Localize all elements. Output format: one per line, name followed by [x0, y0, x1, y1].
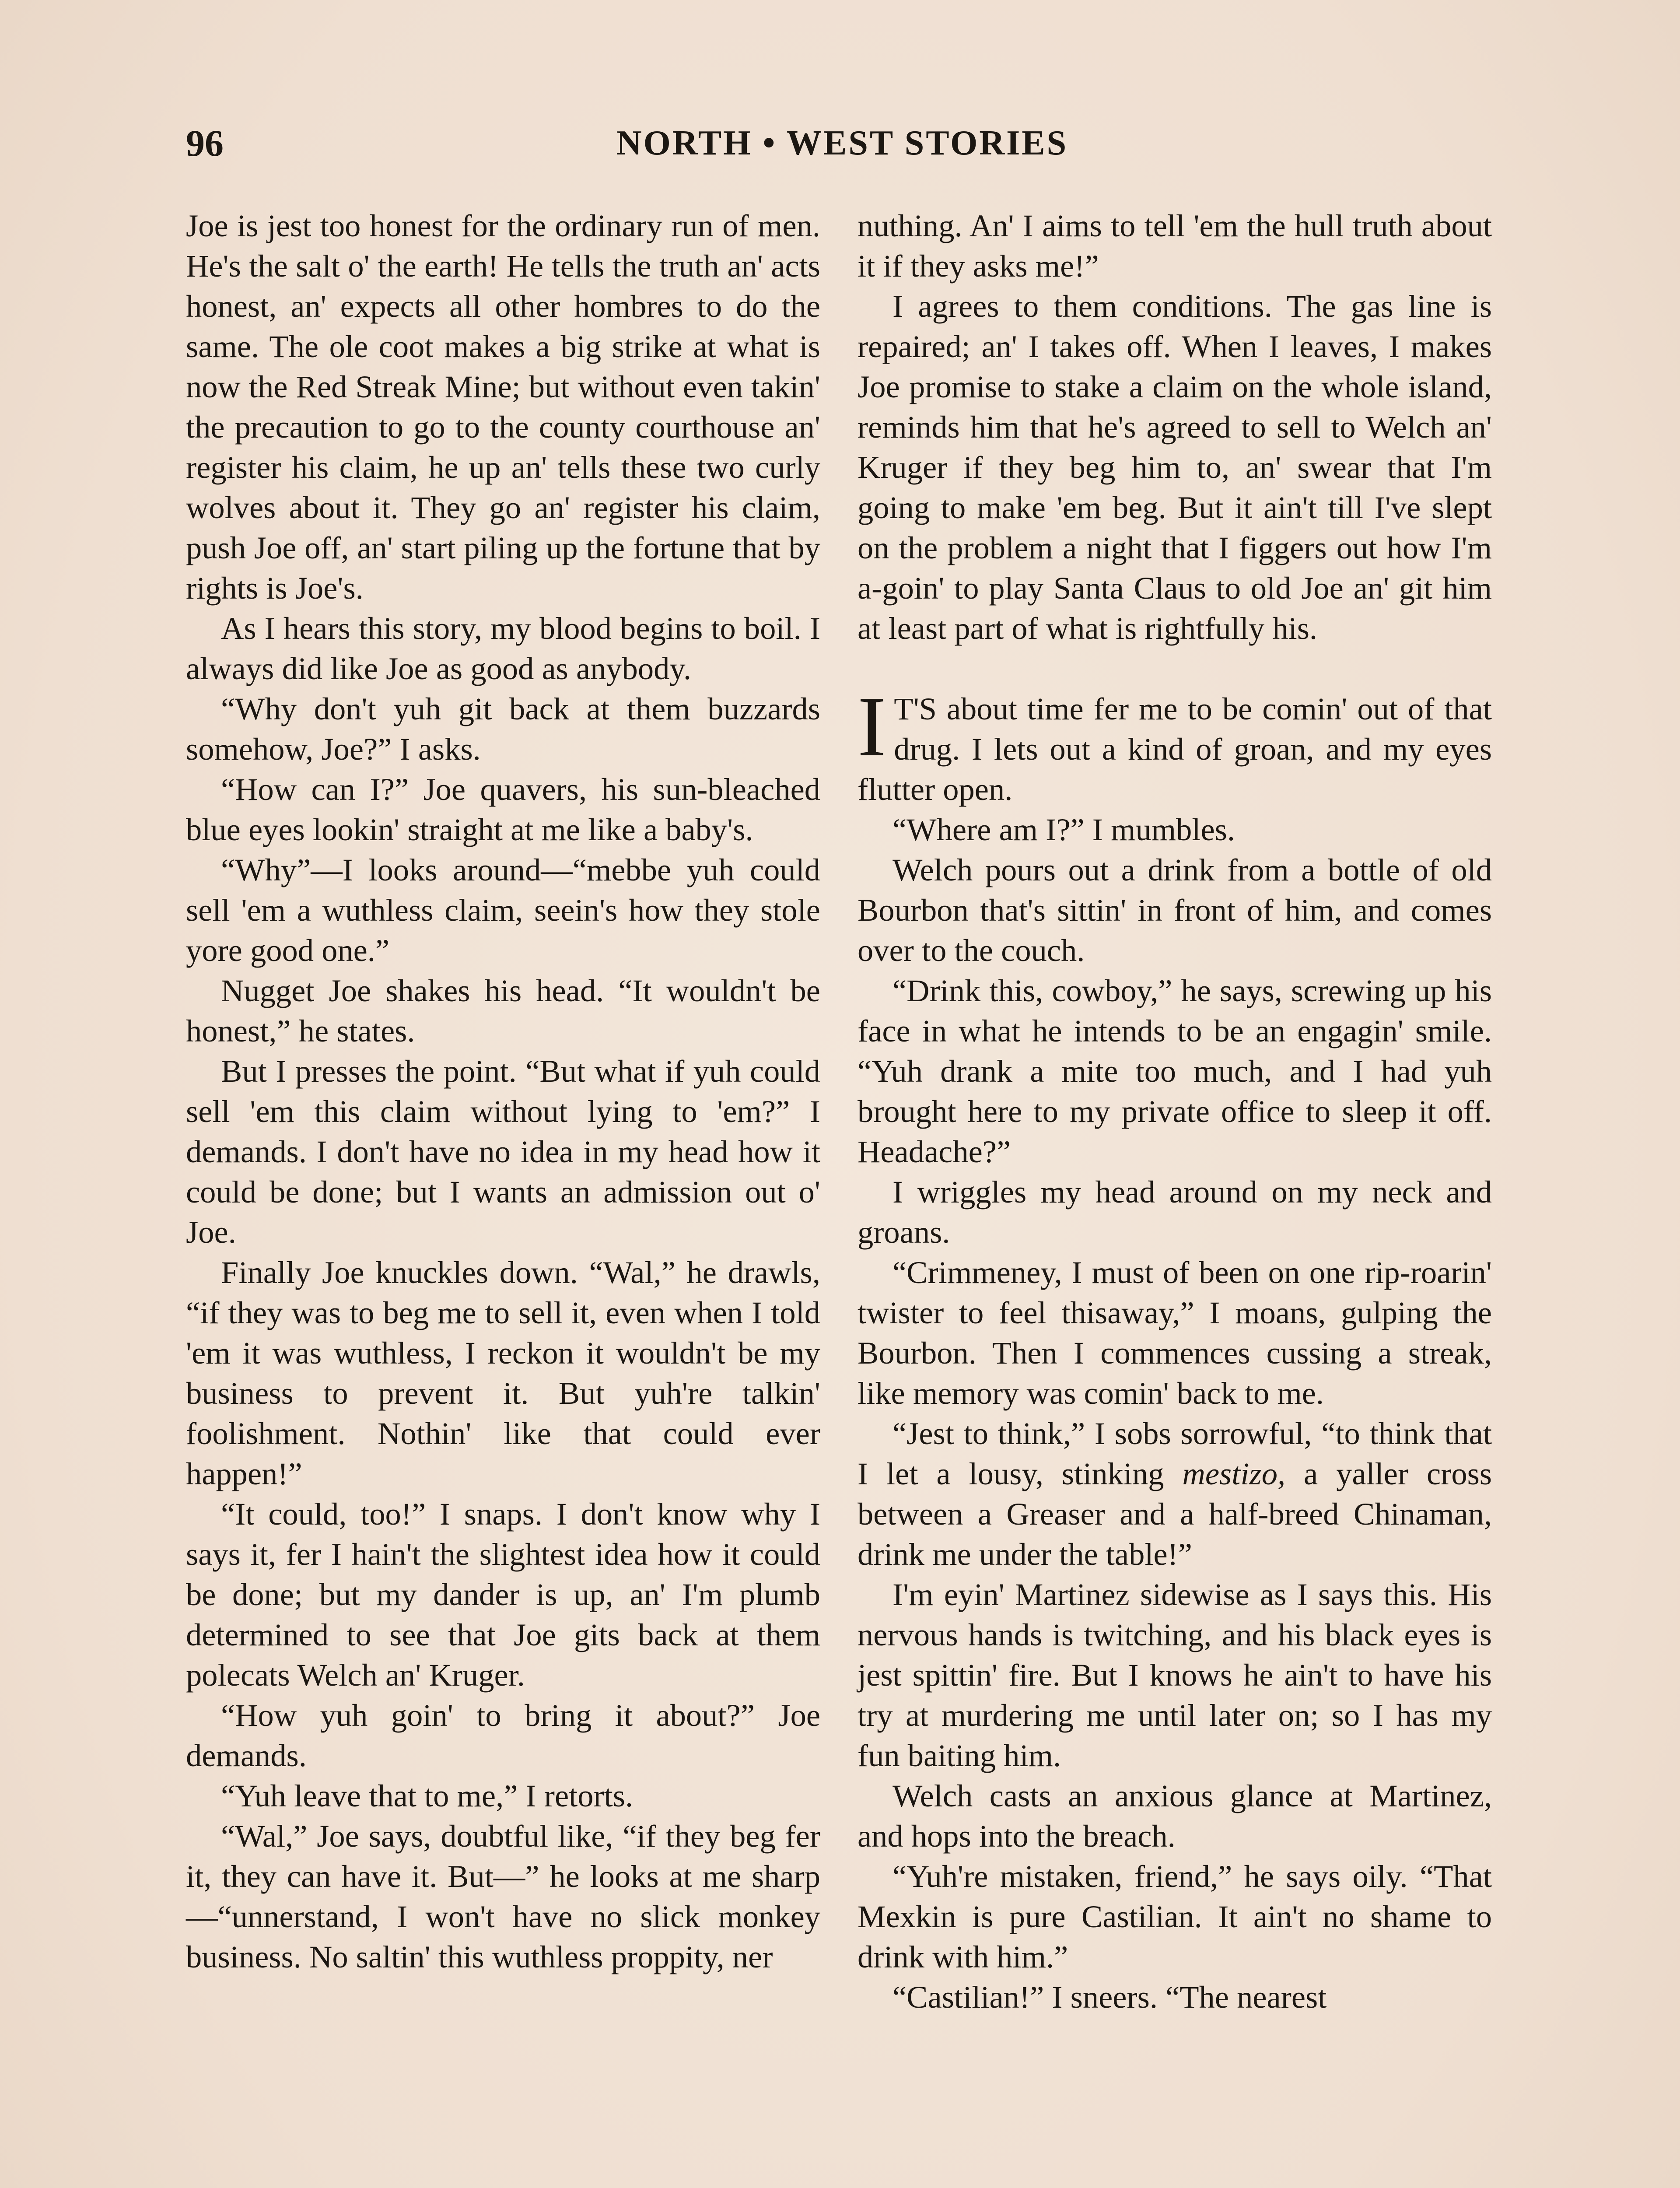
- drop-cap: I: [858, 679, 886, 774]
- paragraph: “It could, too!” I snaps. I don't know why I says it, fer I hain't the slightest idea how it could be done; but my dander is up, an' I'm plumb determined to see that Joe gits back at them polecats Welch an' Kruger.: [186, 1496, 820, 1693]
- paragraph: Welch pours out a drink from a bottle of old Bourbon that's sittin' in front of him, and comes over to the couch.: [858, 852, 1492, 968]
- paragraph: Joe is jest too honest for the ordinary run of men. He's the salt o' the earth! He tells the truth an' acts honest, an' expects all other hombres to do the same. The ole coot makes a big strike at what is now the Red Streak Mine; but without even takin' the precaution to go to the county courthouse an' register his claim, he up an' tells these two curly wolves about it. They go an' register his claim, push Joe off, an' start piling up the fortune that by rights is Joe's.: [186, 208, 820, 606]
- paragraph: “Drink this, cowboy,” he says, screwing up his face in what he intends to be an engagin' smile. “Yuh drank a mite too much, and I had yuh brought here to my private office to sleep it off. Headache?”: [858, 973, 1492, 1169]
- paragraph: nuthing. An' I aims to tell 'em the hull truth about it if they asks me!”: [858, 208, 1492, 284]
- section-break-text: T'S about time fer me to be comin' out of that drug. I lets out a kind of groan, and my eyes flutter open.: [858, 691, 1492, 807]
- italic-word: mestizo,: [1182, 1456, 1286, 1491]
- paragraph: But I presses the point. “But what if yuh could sell 'em this claim without lying to 'em?” I demands. I don't have no idea in my head how it could be done; but I wants an admission out o' Joe.: [186, 1053, 820, 1250]
- text-run: a yaller cross between a Greaser and a half-breed Chinaman, drink me under the table!”: [858, 1456, 1492, 1572]
- paragraph-mestizo: [858, 1413, 1492, 1574]
- paragraph: Welch casts an anxious glance at Martinez, and hops into the breach.: [858, 1778, 1492, 1854]
- paragraph: “How can I?” Joe quavers, his sun-bleached blue eyes lookin' straight at me like a baby's.: [186, 771, 820, 847]
- paragraph: “Yuh're mistaken, friend,” he says oily. “That Mexkin is pure Castilian. It ain't no shame to drink with him.”: [858, 1858, 1492, 1974]
- paragraph: Finally Joe knuckles down. “Wal,” he drawls, “if they was to beg me to sell it, even when I told 'em it was wuthless, I reckon it wouldn't be my business to prevent it. But yuh're talkin' foolishment. Nothin' like that could ever happen!”: [186, 1255, 820, 1491]
- paragraph: “Why”—I looks around—“mebbe yuh could sell 'em a wuthless claim, seein's how they stole yore good one.”: [186, 852, 820, 968]
- paragraph: “Castilian!” I sneers. “The nearest: [892, 1979, 1327, 2015]
- paragraph: “Yuh leave that to me,” I retorts.: [221, 1778, 634, 1813]
- page-number: 96: [186, 122, 224, 164]
- paragraph: I agrees to them conditions. The gas line is repaired; an' I takes off. When I leaves, I makes Joe promise to stake a claim on the whole island, reminds him that he's agreed to sell to Welch an' Kruger if they beg him to, an' swear that I'm going to make 'em beg. But it ain't till I've slept on the problem a night that I figgers out how I'm a-goin' to play Santa Claus to old Joe an' git him at least part of what is rightfully his.: [858, 288, 1492, 646]
- page-header: [186, 119, 1498, 167]
- paragraph: I wriggles my head around on my neck and groans.: [858, 1174, 1492, 1250]
- section-break-paragraph: [858, 679, 1492, 810]
- paragraph: “How yuh goin' to bring it about?” Joe demands.: [186, 1697, 820, 1773]
- right-column: [858, 206, 1492, 2017]
- paragraph: “Why don't yuh git back at them buzzards somehow, Joe?” I asks.: [186, 691, 820, 767]
- text-run: “Jest to think,” I sobs sorrowful, “to think that I let a lousy, stinking: [858, 1416, 1492, 1491]
- paragraph: “Wal,” Joe says, doubtful like, “if they beg fer it, they can have it. But—” he looks at me sharp—“unnerstand, I won't have no slick monkey business. No saltin' this wuthless proppity, ner: [186, 1818, 820, 1974]
- running-title: NORTH • WEST STORIES: [616, 124, 1068, 162]
- left-column: [186, 206, 820, 1977]
- paragraph: Nugget Joe shakes his head. “It wouldn't be honest,” he states.: [186, 973, 820, 1048]
- paragraph: As I hears this story, my blood begins to boil. I always did like Joe as good as anybody.: [186, 610, 820, 686]
- paragraph: “Where am I?” I mumbles.: [892, 812, 1236, 847]
- paragraph: I'm eyin' Martinez sidewise as I says this. His nervous hands is twitching, and his black eyes is jest spittin' fire. But I knows he ain't to have his try at murdering me until later on; so I has my fun baiting him.: [858, 1577, 1492, 1773]
- paragraph: “Crimmeney, I must of been on one rip-roarin' twister to feel thisaway,” I moans, gulping the Bourbon. Then I commences cussing a streak, like memory was comin' back to me.: [858, 1255, 1492, 1411]
